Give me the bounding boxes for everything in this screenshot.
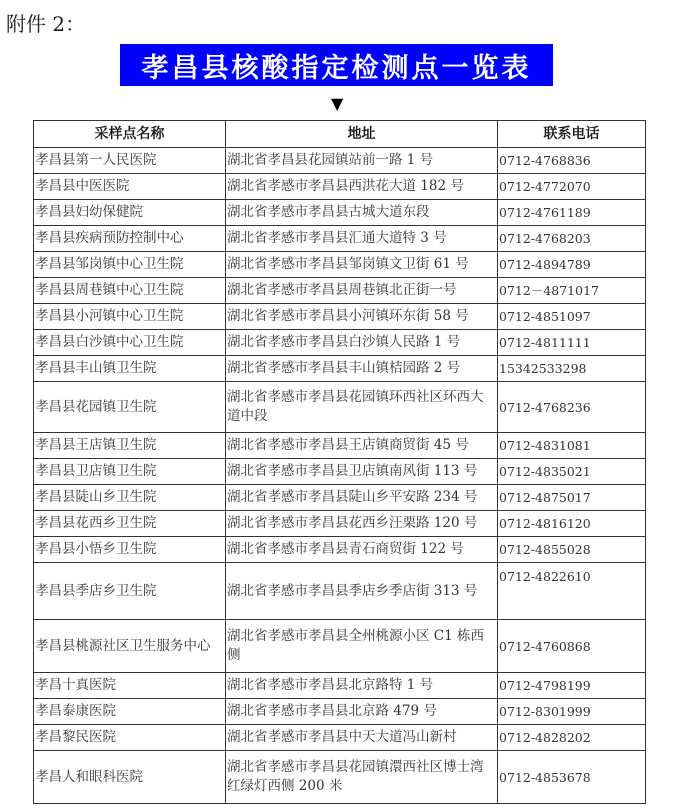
site-address: 湖北省孝感市孝昌县陡山乡平安路 234 号 [226, 485, 498, 511]
site-name: 孝昌十真医院 [34, 673, 226, 699]
table-row [34, 725, 646, 751]
site-name: 孝昌县白沙镇中心卫生院 [34, 330, 226, 356]
site-address: 湖北省孝感市孝昌县周巷镇北正街一号 [226, 278, 498, 304]
site-phone: 0712-4768203 [498, 226, 646, 252]
site-name: 孝昌县花西乡卫生院 [34, 511, 226, 537]
site-name: 孝昌黎民医院 [34, 725, 226, 751]
site-address: 湖北省孝感市孝昌县中天大道冯山新村 [226, 725, 498, 751]
site-name: 孝昌县季店乡卫生院 [34, 563, 226, 620]
table-row [34, 620, 646, 673]
table-row [34, 382, 646, 433]
site-name: 孝昌县卫店镇卫生院 [34, 459, 226, 485]
site-address: 湖北省孝感市孝昌县花西乡汪栗路 120 号 [226, 511, 498, 537]
site-name: 孝昌县小河镇中心卫生院 [34, 304, 226, 330]
table-row [34, 751, 646, 804]
site-phone: 0712-4875017 [498, 485, 646, 511]
site-phone: 0712-4811111 [498, 330, 646, 356]
table-row [34, 699, 646, 725]
table-row [34, 563, 646, 620]
table-row [34, 537, 646, 563]
site-phone: 0712-4851097 [498, 304, 646, 330]
site-phone: 15342533298 [498, 356, 646, 382]
site-phone: 0712-4831081 [498, 433, 646, 459]
table-row [34, 304, 646, 330]
site-address: 湖北省孝感市孝昌县丰山镇桔园路 2 号 [226, 356, 498, 382]
site-name: 孝昌县王店镇卫生院 [34, 433, 226, 459]
table-row [34, 459, 646, 485]
site-phone: 0712-4853678 [498, 751, 646, 804]
table-row [34, 200, 646, 226]
site-phone: 0712-4855028 [498, 537, 646, 563]
site-phone: 0712-4828202 [498, 725, 646, 751]
site-address: 湖北省孝感市孝昌县古城大道东段 [226, 200, 498, 226]
site-name: 孝昌县花园镇卫生院 [34, 382, 226, 433]
site-address: 湖北省孝昌县花园镇站前一路 1 号 [226, 148, 498, 174]
site-name: 孝昌泰康医院 [34, 699, 226, 725]
site-name: 孝昌县丰山镇卫生院 [34, 356, 226, 382]
site-name: 孝昌县陡山乡卫生院 [34, 485, 226, 511]
site-address: 湖北省孝感市孝昌县邹岗镇文卫街 61 号 [226, 252, 498, 278]
site-address: 湖北省孝感市孝昌县青石商贸街 122 号 [226, 537, 498, 563]
header-phone: 联系电话 [498, 121, 646, 148]
table-row [34, 278, 646, 304]
site-phone: 0712-4835021 [498, 459, 646, 485]
site-address: 湖北省孝感市孝昌县王店镇商贸街 45 号 [226, 433, 498, 459]
site-name: 孝昌县疾病预防控制中心 [34, 226, 226, 252]
site-address: 湖北省孝感市孝昌县花园镇澴西社区博士湾红绿灯西侧 200 米 [226, 751, 498, 804]
table-row [34, 330, 646, 356]
site-address: 湖北省孝感市孝昌县北京路特 1 号 [226, 673, 498, 699]
site-phone: 0712-4816120 [498, 511, 646, 537]
site-address: 湖北省孝感市孝昌县花园镇环西社区环西大道中段 [226, 382, 498, 433]
site-name: 孝昌县妇幼保健院 [34, 200, 226, 226]
site-phone: 0712-4822610 [498, 563, 646, 620]
table-row [34, 433, 646, 459]
site-name: 孝昌人和眼科医院 [34, 751, 226, 804]
site-phone: 0712-8301999 [498, 699, 646, 725]
site-name: 孝昌县周巷镇中心卫生院 [34, 278, 226, 304]
table-row [34, 174, 646, 200]
table-row [34, 226, 646, 252]
site-name: 孝昌县桃源社区卫生服务中心 [34, 620, 226, 673]
site-name: 孝昌县中医医院 [34, 174, 226, 200]
table-row [34, 252, 646, 278]
site-name: 孝昌县小悟乡卫生院 [34, 537, 226, 563]
table-row [34, 485, 646, 511]
site-phone: 0712-4798199 [498, 673, 646, 699]
site-name: 孝昌县邹岗镇中心卫生院 [34, 252, 226, 278]
site-address: 湖北省孝感市孝昌县白沙镇人民路 1 号 [226, 330, 498, 356]
table-row [34, 511, 646, 537]
site-phone: 0712-4760868 [498, 620, 646, 673]
site-address: 湖北省孝感市孝昌县小河镇环东街 58 号 [226, 304, 498, 330]
site-address: 湖北省孝感市孝昌县卫店镇南风街 113 号 [226, 459, 498, 485]
testing-points-table [33, 120, 646, 804]
site-address: 湖北省孝感市孝昌县季店乡季店街 313 号 [226, 563, 498, 620]
table-row [34, 148, 646, 174]
header-name: 采样点名称 [34, 121, 226, 148]
document-title: 孝昌县核酸指定检测点一览表 [120, 44, 553, 86]
site-phone: 0712-4894789 [498, 252, 646, 278]
site-address: 湖北省孝感市孝昌县全州桃源小区 C1 栋西侧 [226, 620, 498, 673]
site-phone: 0712-4768236 [498, 382, 646, 433]
header-address: 地址 [226, 121, 498, 148]
site-name: 孝昌县第一人民医院 [34, 148, 226, 174]
site-phone: 0712-4761189 [498, 200, 646, 226]
attachment-label: 附件 2： [6, 12, 86, 36]
table-header-row [34, 121, 646, 148]
site-phone: 0712-4772070 [498, 174, 646, 200]
down-arrow-icon: ▼ [331, 94, 344, 113]
site-phone: 0712－4871017 [498, 278, 646, 304]
site-phone: 0712-4768836 [498, 148, 646, 174]
table-row [34, 673, 646, 699]
site-address: 湖北省孝感市孝昌县西洪花大道 182 号 [226, 174, 498, 200]
site-address: 湖北省孝感市孝昌县汇通大道特 3 号 [226, 226, 498, 252]
table-row [34, 356, 646, 382]
site-address: 湖北省孝感市孝昌县北京路 479 号 [226, 699, 498, 725]
